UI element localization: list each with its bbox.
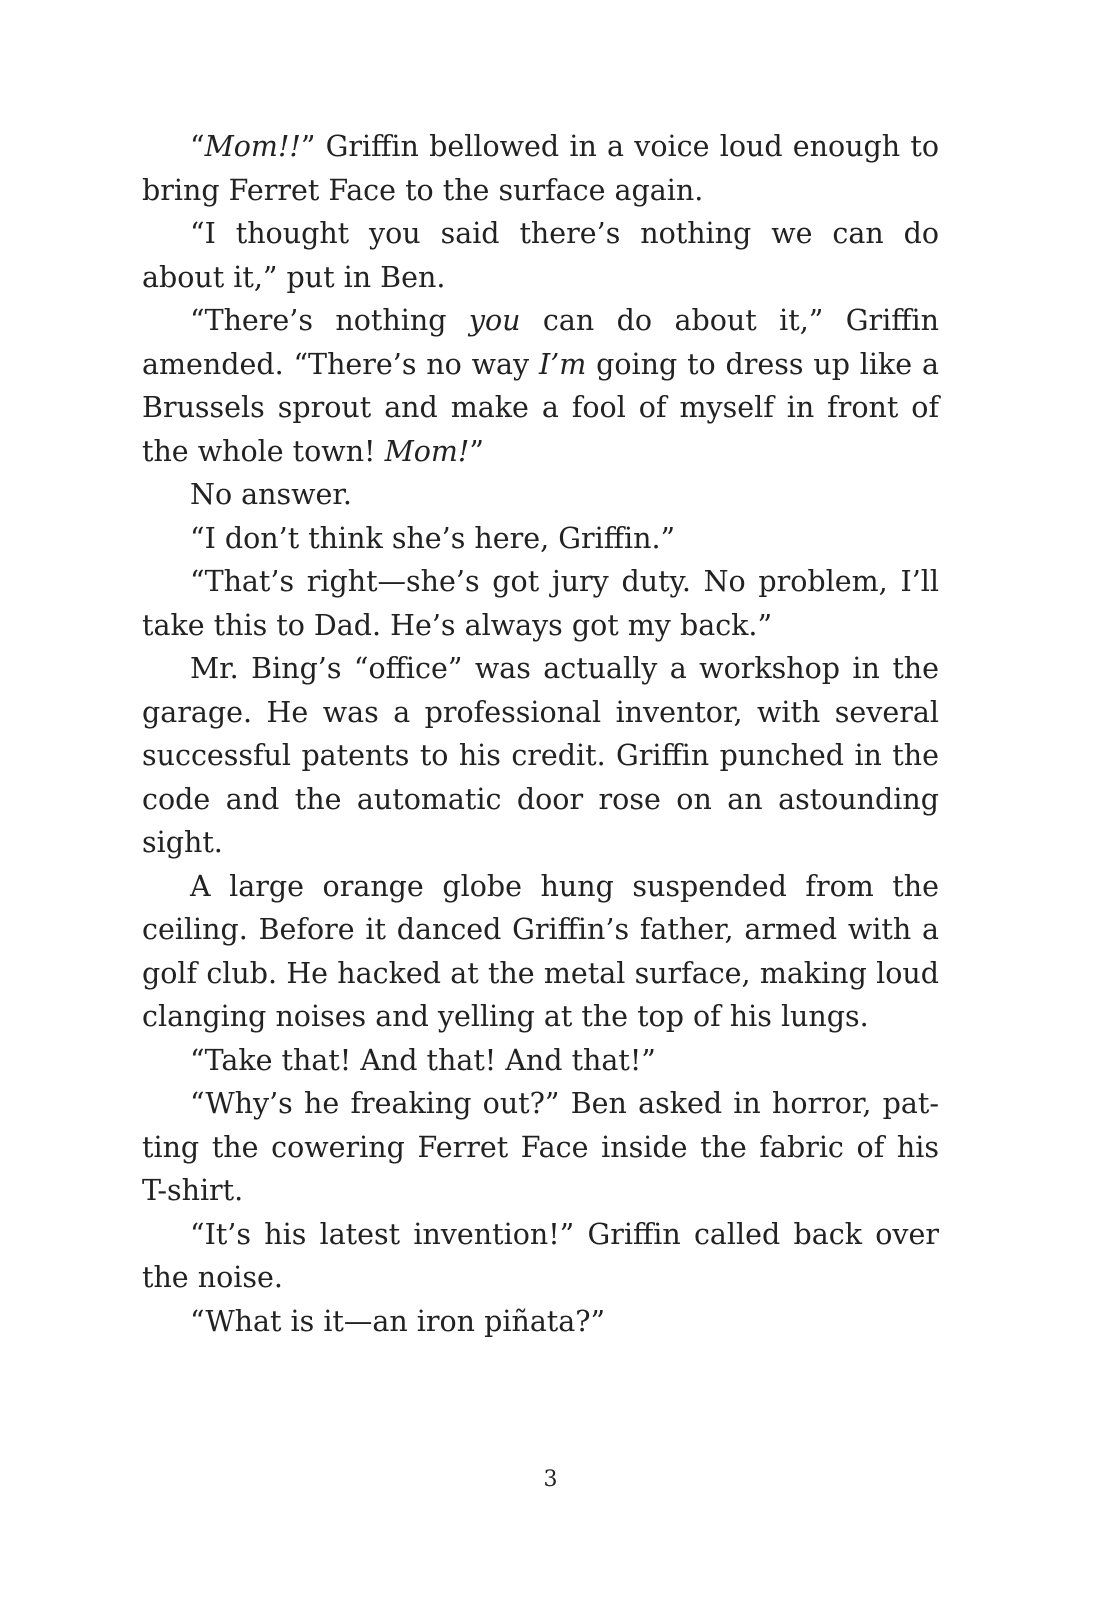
- paragraph: [142, 1082, 939, 1213]
- paragraph: [142, 1039, 939, 1083]
- text-run: can do about it,” Griffin amended. “There’s no way: [142, 304, 939, 381]
- text-run: Mr. Bing’s “office” was actually a workshop in the garage. He was a professional inventor, with several successful patents to his credit. Griffin punched in the code and the automatic door rose on an astounding sight.: [142, 652, 939, 859]
- text-run: “I don’t think she’s here, Griffin.”: [190, 521, 676, 555]
- text-run: No answer.: [190, 478, 352, 511]
- text-run: “: [190, 130, 205, 163]
- text-run: “It’s his latest invention!” Griffin called back over the noise.: [142, 1217, 939, 1294]
- paragraph: [142, 647, 939, 865]
- text-run: ” Griffin bellowed in a voice loud enough to bring Ferret Face to the surface again.: [142, 130, 939, 207]
- text-run: “Take that! And that! And that!”: [190, 1043, 656, 1077]
- text-run: A large orange globe hung suspended from the ceiling. Before it danced Griffin’s father, armed with a golf club. He hacked at the metal surface, making loud clanging noises and yelling at the top of his lungs.: [142, 869, 939, 1033]
- text-run: “Why’s he freaking out?” Ben asked in horror, patting the cowering Ferret Face inside the fabric of his T-shirt.: [142, 1087, 939, 1207]
- text-run: “There’s nothing: [190, 304, 469, 337]
- italic-run: I’m: [538, 347, 587, 381]
- text-run: “What is it—an iron piñata?”: [190, 1304, 606, 1338]
- paragraph: [142, 1213, 939, 1300]
- paragraph: [142, 125, 939, 212]
- paragraph: [142, 560, 939, 647]
- italic-run: you: [468, 304, 521, 337]
- text-run: going to dress up like a Brussels sprout and make a fool of myself in front of the whole town!: [142, 347, 939, 468]
- text-run: “I thought you said there’s nothing we can do about it,” put in Ben.: [142, 217, 939, 294]
- paragraph: [142, 473, 939, 517]
- paragraph: [142, 299, 939, 473]
- paragraph: [142, 865, 939, 1039]
- paragraph: [142, 517, 939, 561]
- paragraph: [142, 212, 939, 299]
- page-number: 3: [543, 1467, 558, 1492]
- text-run: “That’s right—she’s got jury duty. No problem, I’ll take this to Dad. He’s always got my back.”: [142, 565, 939, 642]
- paragraph: [142, 1300, 939, 1344]
- text-run: ”: [469, 434, 484, 468]
- body-text: [142, 125, 939, 1343]
- italic-run: Mom!: [384, 434, 470, 468]
- italic-run: Mom!!: [204, 130, 301, 163]
